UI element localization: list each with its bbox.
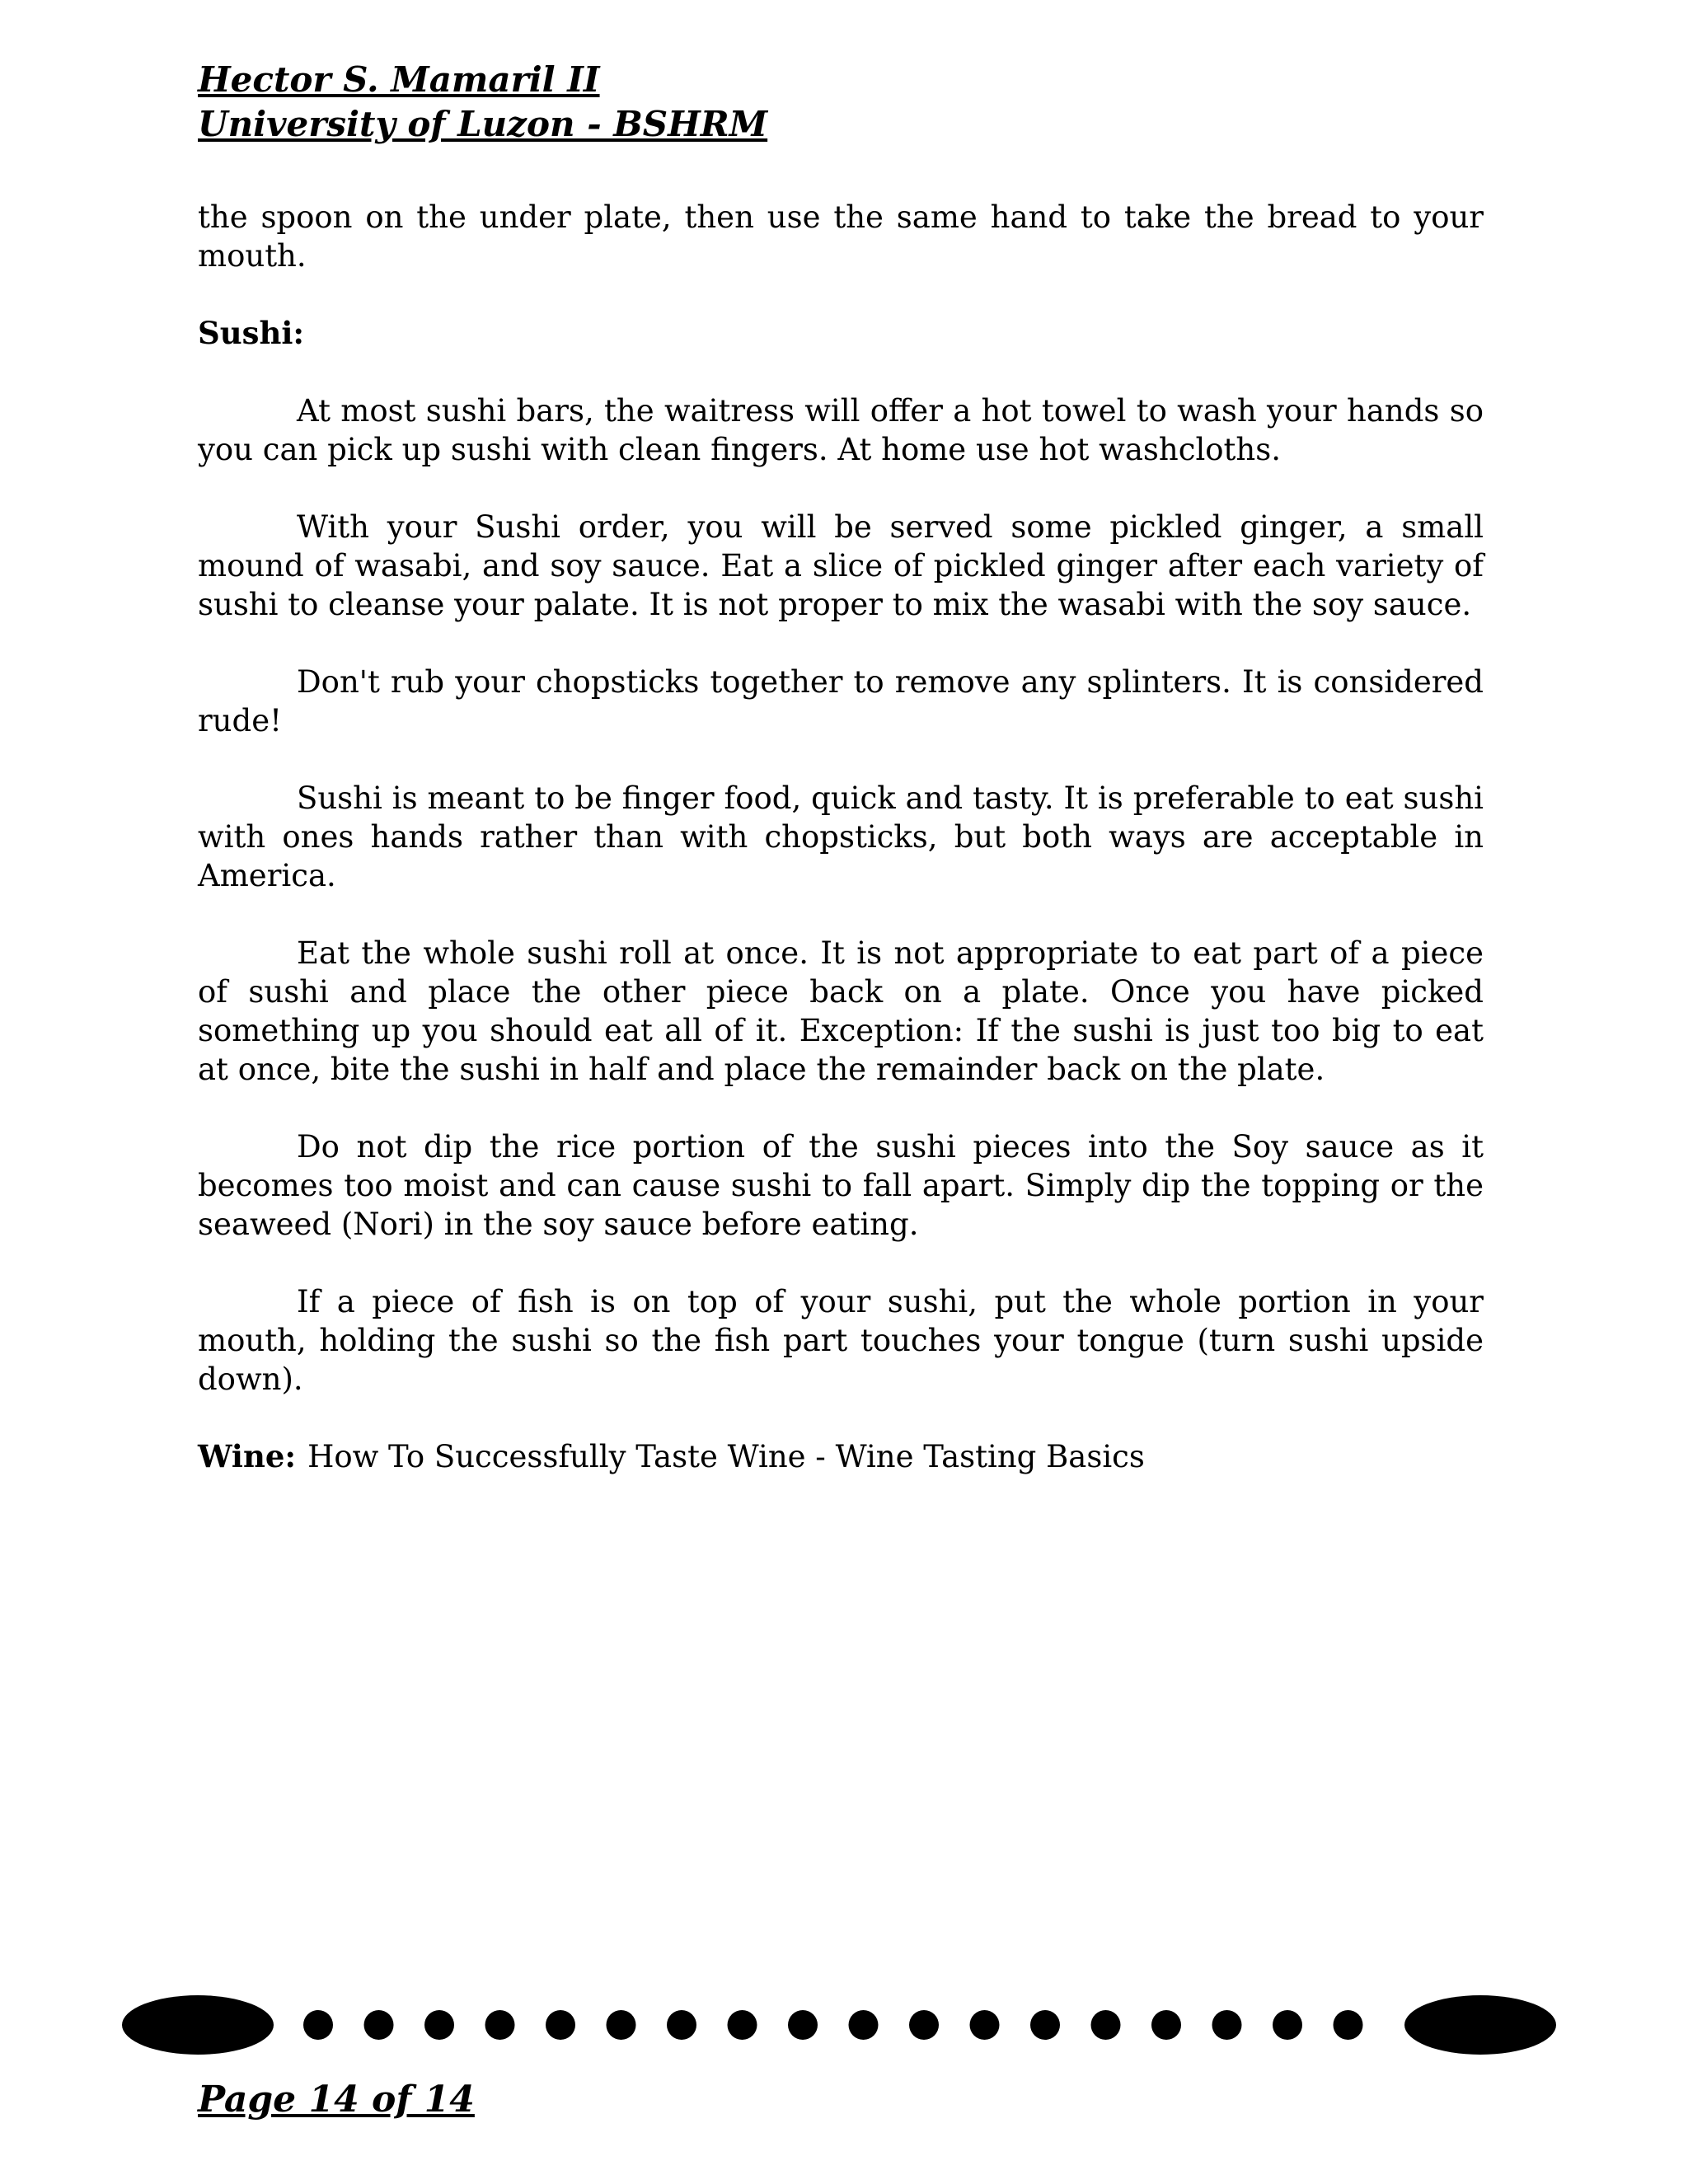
footer-right-oval: [1404, 1995, 1556, 2055]
header-author: Hector S. Mamaril II: [198, 59, 600, 100]
page-number: Page 14 of 14: [198, 2079, 475, 2121]
sushi-paragraph: Eat the whole sushi roll at once. It is not appropriate to eat part of a piece of sushi and place the other piece back on a plate. Once you have picked something up you should eat all of it. Exception: If the sushi is just too big to eat at once, bite the sushi in half and place the remainder back on the plate.: [198, 935, 1484, 1087]
wine-label: Wine:: [198, 1438, 297, 1474]
wine-line: [198, 1437, 1484, 1476]
sushi-paragraph: With your Sushi order, you will be served some pickled ginger, a small mound of wasabi, and soy sauce. Eat a slice of pickled ginger after each variety of sushi to cleanse your palate. It is not proper to mix the wasabi with the soy sauce.: [198, 509, 1484, 622]
footer-dot: [667, 2010, 696, 2040]
footer-dot-border: [122, 1990, 1556, 2060]
header-school: University of Luzon - BSHRM: [198, 104, 768, 144]
footer-dot: [303, 2010, 333, 2040]
document-body: [198, 198, 1484, 1515]
footer-dot: [1030, 2010, 1060, 2040]
footer-dot: [970, 2010, 1000, 2040]
footer-dot: [485, 2010, 515, 2040]
footer-dot: [728, 2010, 757, 2040]
footer-dot: [364, 2010, 394, 2040]
sushi-paragraph: Sushi is meant to be finger food, quick and tasty. It is preferable to eat sushi with ones hands rather than with chopsticks, but both ways are acceptable in America.: [198, 780, 1484, 893]
sushi-paragraph: If a piece of fish is on top of your sushi, put the whole portion in your mouth, holding the sushi so the fish part touches your tongue (turn sushi upside down).: [198, 1284, 1484, 1397]
footer-dot: [788, 2010, 818, 2040]
footer-dot: [1151, 2010, 1181, 2040]
footer-dot: [607, 2010, 636, 2040]
sushi-heading: Sushi:: [198, 315, 305, 351]
footer-dot: [546, 2010, 575, 2040]
sushi-paragraph: At most sushi bars, the waitress will offer a hot towel to wash your hands so you can pick up sushi with clean fingers. At home use hot washcloths.: [198, 393, 1484, 467]
footer-dot: [1212, 2010, 1242, 2040]
footer-dot: [1273, 2010, 1302, 2040]
footer-dot: [424, 2010, 454, 2040]
continuation-paragraph: the spoon on the under plate, then use the same hand to take the bread to your mouth.: [198, 199, 1484, 274]
footer-left-oval: [122, 1995, 274, 2055]
document-header: [198, 58, 767, 147]
footer-dot-row: [303, 2010, 1363, 2040]
sushi-paragraph: Don't rub your chopsticks together to remove any splinters. It is considered rude!: [198, 664, 1484, 738]
footer-dot-border-graphic: [122, 1990, 1556, 2060]
sushi-paragraph: Do not dip the rice portion of the sushi pieces into the Soy sauce as it becomes too moist and can cause sushi to fall apart. Simply dip the topping or the seaweed (Nori) in the soy sauce before eating.: [198, 1129, 1484, 1242]
footer-dot: [909, 2010, 939, 2040]
wine-text: How To Successfully Taste Wine - Wine Tasting Basics: [307, 1439, 1145, 1474]
footer-dot: [1091, 2010, 1121, 2040]
footer-dot: [849, 2010, 879, 2040]
footer-dot: [1334, 2010, 1363, 2040]
